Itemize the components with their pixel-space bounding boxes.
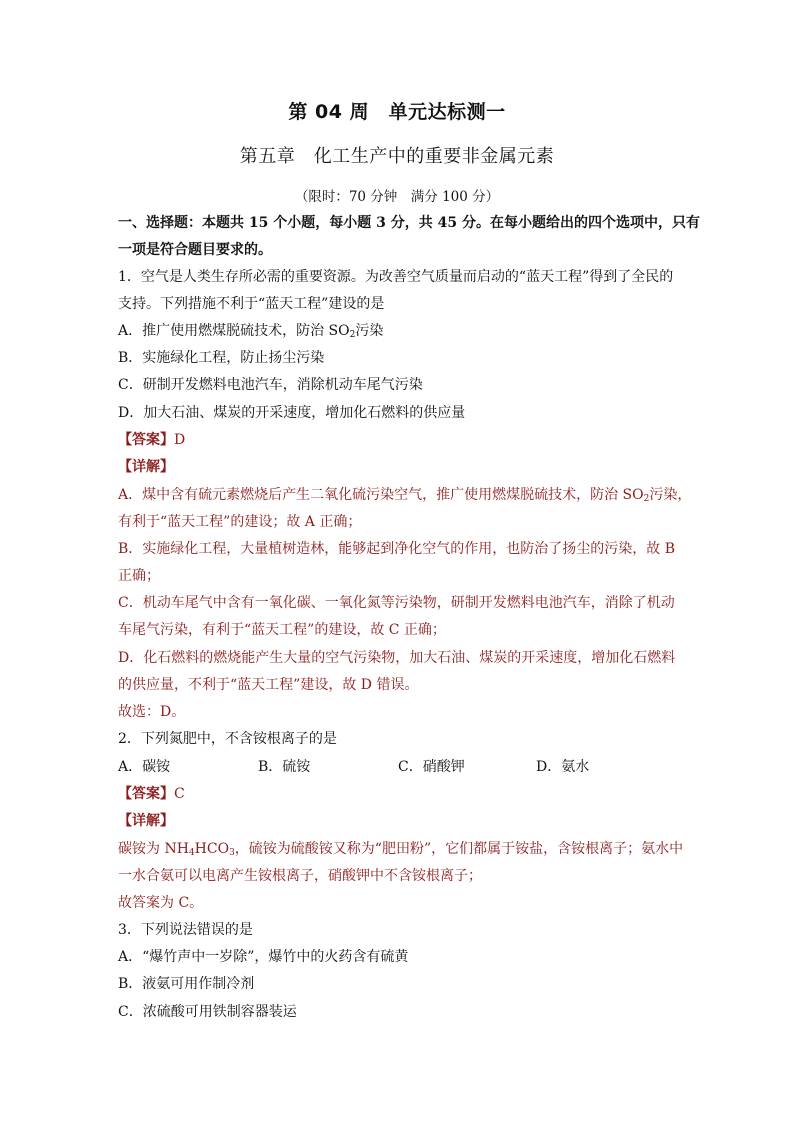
q2-option-d: D．氨水 [536, 759, 590, 775]
section-intro-line2: 一项是符合题目要求的。 [118, 242, 272, 258]
q2-answer [118, 784, 185, 804]
q1-explain-b1: B．实施绿化工程，大量植树造林，能够起到净化空气的作用，也防治了扬尘的污染，故 B [118, 541, 676, 557]
q2-option-b: B．硫铵 [258, 759, 311, 775]
q2-options [118, 757, 589, 777]
q1-option-a-subscript: 2 [349, 330, 356, 340]
q3-option-a: A．“爆竹声中一岁除”，爆竹中的火药含有硫黄 [118, 949, 409, 965]
q2-explain-line2: 一水合氨可以电离产生铵根离子，硝酸钾中不含铵根离子； [118, 868, 482, 884]
time-limit: （限时：70 分钟 满分 100 分） [294, 189, 500, 205]
q1-explain-a1-text: A．煤中含有硫元素燃烧后产生二氧化硫污染空气，推广使用燃煤脱硫技术，防治 SO [118, 487, 644, 503]
q3-stem: 3．下列说法错误的是 [118, 922, 253, 938]
q1-stem-line2: 支持。下列措施不利于“蓝天工程”建设的是 [118, 296, 385, 312]
q2-answer-label: 【答案】 [118, 786, 174, 802]
q1-option-c: C．研制开发燃料电池汽车，消除机动车尾气污染 [118, 377, 423, 393]
q2-detail [118, 811, 174, 831]
q2-explain-post: ，硫铵为硫酸铵又称为“肥田粉”，它们都属于铵盐，含铵根离子；氨水中 [234, 841, 684, 857]
q1-explain-b2: 正确； [118, 568, 160, 584]
q1-option-a [118, 321, 383, 341]
q3-option-c: C．浓硫酸可用铁制容器装运 [118, 1004, 297, 1020]
q2-option-c: C．硝酸钾 [398, 759, 465, 775]
q1-explain-c1: C．机动车尾气中含有一氧化碳、一氧化氮等污染物，研制开发燃料电池汽车，消除了机动 [118, 595, 675, 611]
q2-option-a: A．碳铵 [118, 759, 171, 775]
q1-answer-value: D [174, 432, 186, 448]
q2-explain-line1 [118, 839, 683, 859]
q2-answer-value: C [174, 786, 185, 802]
q1-answer [118, 430, 185, 450]
week-title: 第 04 周 单元达标测一 [288, 101, 506, 123]
q1-explain-a1-subscript: 2 [643, 494, 650, 504]
chapter-title: 第五章 化工生产中的重要非金属元素 [239, 146, 555, 167]
q1-explain-c2: 车尾气污染，有利于“蓝天工程”的建设，故 C 正确； [118, 622, 446, 638]
q1-explain-d2: 的供应量，不利于“蓝天工程”建设，故 D 错误。 [118, 677, 419, 693]
q2-explain-sub1: 4 [188, 848, 195, 858]
q2-explain-sub2: 3 [229, 848, 235, 858]
section-intro-line1: 一、选择题：本题共 15 个小题，每小题 3 分，共 45 分。在每小题给出的四个选项中，只有 [118, 215, 700, 231]
q1-detail-label: 【详解】 [118, 459, 174, 475]
q1-answer-label: 【答案】 [118, 432, 174, 448]
q2-detail-label: 【详解】 [118, 813, 174, 829]
q1-detail [118, 457, 174, 477]
q3-option-b: B．液氨可用作制冷剂 [118, 976, 255, 992]
q1-option-a-text: A．推广使用燃煤脱硫技术，防治 SO [118, 323, 350, 339]
q1-option-a-suffix: 污染 [355, 323, 384, 339]
q2-explain-mid: HCO [194, 841, 230, 857]
q1-explain-a1 [118, 485, 691, 505]
q1-explain-a2: 有利于“蓝天工程”的建设；故 A 正确； [118, 514, 362, 530]
q2-stem: 2．下列氮肥中，不含铵根离子的是 [118, 731, 337, 747]
q1-stem-line1: 1．空气是人类生存所必需的重要资源。为改善空气质量而启动的“蓝天工程”得到了全民的 [118, 269, 674, 285]
q2-conclusion: 故答案为 C。 [118, 895, 204, 911]
q1-explain-d1: D．化石燃料的燃烧能产生大量的空气污染物，加大石油、煤炭的开采速度，增加化石燃料 [118, 650, 676, 666]
q1-explain-a1-suffix: 污染， [649, 487, 692, 503]
q1-conclusion: 故选：D。 [118, 704, 186, 720]
q1-option-b: B．实施绿化工程，防止扬尘污染 [118, 350, 325, 366]
q2-explain-pre: 碳铵为 NH [118, 841, 189, 857]
q1-option-d: D．加大石油、煤炭的开采速度，增加化石燃料的供应量 [118, 405, 466, 421]
